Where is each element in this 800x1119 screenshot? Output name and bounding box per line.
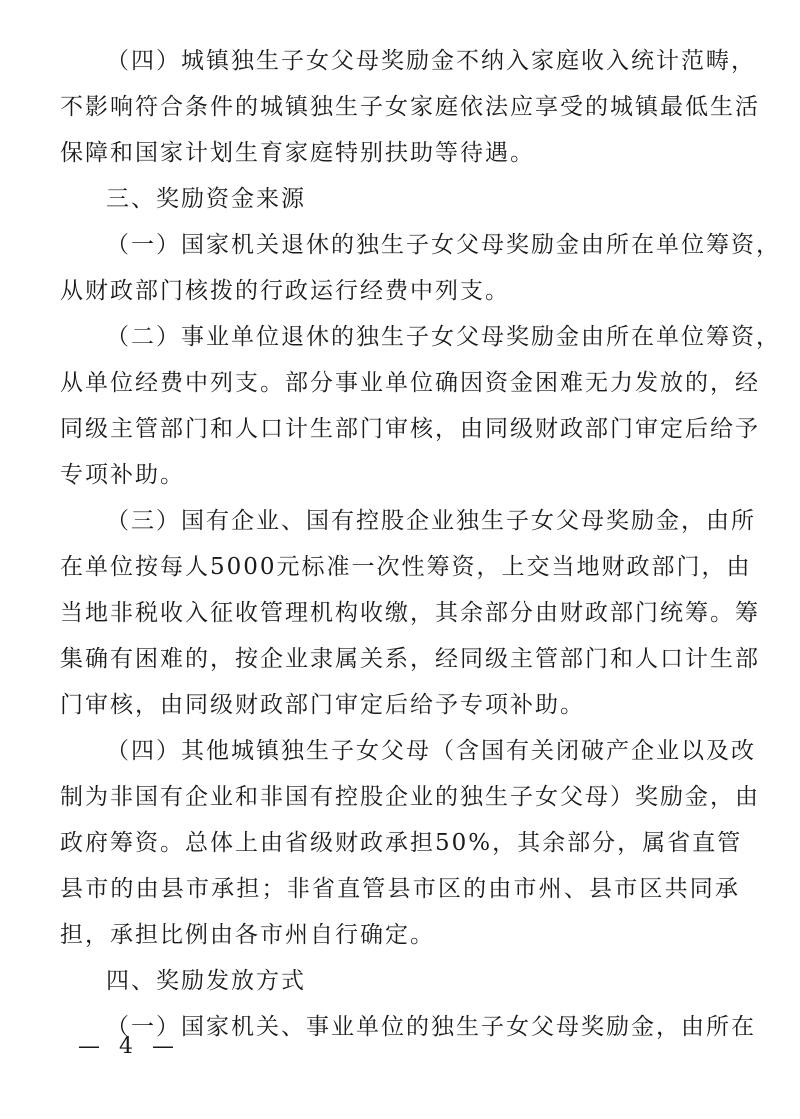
text-line: （二）事业单位退休的独生子女父母奖励金由所在单位筹资，: [106, 324, 781, 350]
text-line: 从财政部门核拨的行政运行经费中列支。: [60, 278, 510, 304]
text-line: 当地非税收入征收管理机构收缴，其余部分由财政部门统筹。筹: [60, 600, 760, 626]
text-line: 在单位按每人5000元标准一次性筹资，上交当地财政部门，由: [60, 554, 752, 580]
text-line: （三）国有企业、国有控股企业独生子女父母奖励金，由所: [106, 508, 756, 534]
text-line: （四）其他城镇独生子女父母（含国有关闭破产企业以及改: [106, 738, 756, 764]
text-line: （四）城镇独生子女父母奖励金不纳入家庭收入统计范畴，: [106, 48, 756, 74]
body-text: [60, 38, 781, 1050]
text-line: 制为非国有企业和非国有控股企业的独生子女父母）奖励金，由: [60, 784, 760, 810]
text-line: 专项补助。: [60, 462, 185, 488]
section-heading: 四、奖励发放方式: [106, 968, 306, 994]
text-line: 县市的由县市承担；非省直管县市区的由市州、县市区共同承: [60, 876, 740, 902]
text-line: （一）国家机关、事业单位的独生子女父母奖励金，由所在: [106, 1014, 756, 1040]
text-line: 集确有困难的，按企业隶属关系，经同级主管部门和人口计生部: [60, 646, 760, 672]
text-line: 政府筹资。总体上由省级财政承担50%，其余部分，属省直管: [60, 830, 743, 856]
text-line: 担，承担比例由各市州自行确定。: [60, 922, 435, 948]
text-line: 保障和国家计划生育家庭特别扶助等待遇。: [60, 140, 535, 166]
text-line: 同级主管部门和人口计生部门审核，由同级财政部门审定后给予: [60, 416, 760, 442]
text-line: 门审核，由同级财政部门审定后给予专项补助。: [60, 692, 585, 718]
section-heading: 三、奖励资金来源: [106, 186, 306, 212]
text-line: （一）国家机关退休的独生子女父母奖励金由所在单位筹资，: [106, 232, 781, 258]
text-line: 从单位经费中列支。部分事业单位确因资金困难无力发放的，经: [60, 370, 760, 396]
text-line: 不影响符合条件的城镇独生子女家庭依法应享受的城镇最低生活: [60, 94, 760, 120]
page-number: — 4 —: [78, 1034, 180, 1059]
